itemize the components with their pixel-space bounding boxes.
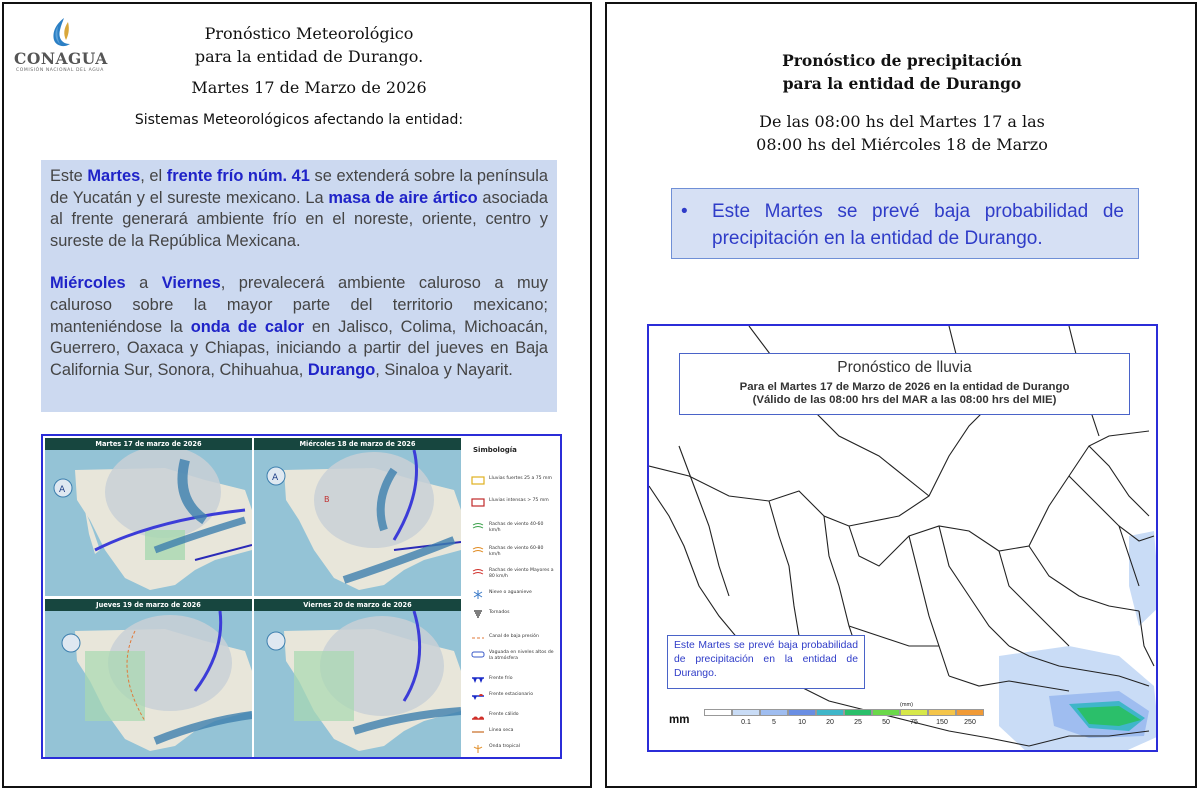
- dry-line-icon: [471, 728, 485, 737]
- scale-unit-label: mm: [669, 714, 690, 726]
- legend-label: Tornados: [489, 610, 510, 615]
- synoptic-legend: [463, 438, 558, 756]
- text-span: en Jalisco, Colima, Michoacán, Guerrero, Oaxaca y Chiapas, iniciando a partir del jueves en Baja California Sur, Sonora, Chihuahua,: [50, 317, 548, 379]
- legend-label: Onda tropical: [489, 744, 520, 749]
- synoptic-map-thursday-graphic: [45, 611, 252, 757]
- legend-label: Nieve o aguanieve: [489, 590, 532, 595]
- forecast-title: [124, 22, 494, 68]
- rain-map-title: Pronóstico de lluvia: [837, 359, 972, 376]
- rain-map-header: [679, 353, 1130, 415]
- scale-label: 0.1: [741, 719, 751, 726]
- svg-text:A: A: [272, 473, 279, 483]
- scale-swatch: [956, 709, 984, 716]
- logo-subtitle: COMISIÓN NACIONAL DEL AGUA: [16, 68, 104, 73]
- forecast-paragraph-2: [50, 273, 548, 381]
- scale-swatch: [760, 709, 788, 716]
- synoptic-map-friday-graphic: [254, 611, 461, 757]
- map-tile-title: Jueves 19 de marzo de 2026: [45, 599, 252, 611]
- validity-range: [667, 110, 1137, 156]
- systems-heading: Sistemas Meteorológicos afectando la entidad:: [134, 112, 464, 128]
- scale-swatch: [872, 709, 900, 716]
- forecast-summary-box: [41, 160, 557, 412]
- scale-swatch: [788, 709, 816, 716]
- scale-label: 5: [772, 719, 776, 726]
- heavy-rain-box-icon: [471, 476, 485, 485]
- legend-label: Lluvias intensas > 75 mm: [489, 498, 549, 503]
- svg-text:A: A: [59, 485, 66, 495]
- scale-swatch: [844, 709, 872, 716]
- precipitation-color-scale: [704, 709, 984, 716]
- wind-orange-icon: [471, 546, 485, 555]
- precipitation-scale-labels: [704, 719, 984, 729]
- legend-label: Canal de baja presión: [489, 634, 539, 639]
- upper-trough-icon: [471, 650, 485, 659]
- trough-line-icon: [471, 634, 485, 643]
- precip-title-line-1: Pronóstico de precipitación: [782, 51, 1022, 70]
- legend-label: Vaguada en niveles altos de la atmósfera: [489, 650, 554, 661]
- precipitation-title: [667, 49, 1137, 95]
- highlight-air-mass: masa de aire ártico: [328, 188, 478, 207]
- rain-forecast-map: [647, 324, 1158, 752]
- scale-swatch: [900, 709, 928, 716]
- forecast-date: Martes 17 de Marzo de 2026: [191, 78, 427, 97]
- text-span: asociada al frente generará ambiente frío en el noreste, oriente, centro y sureste de la República Mexicana.: [50, 188, 548, 250]
- highlight-day: Martes: [87, 167, 141, 185]
- scale-label: 250: [964, 719, 976, 726]
- legend-label: Rachas de viento 40-60 km/h: [489, 522, 544, 533]
- scale-label: 10: [798, 719, 806, 726]
- title-line-1: Pronóstico Meteorológico: [204, 24, 414, 43]
- synoptic-map-friday: [254, 599, 461, 757]
- synoptic-map-tuesday: [45, 438, 252, 596]
- text-span: Este: [50, 167, 88, 185]
- scale-label: 20: [826, 719, 834, 726]
- warm-front-icon: [471, 712, 485, 721]
- rain-map-subtitle: Para el Martes 17 de Marzo de 2026 en la entidad de Durango: [739, 381, 1070, 393]
- legend-label: Frente estacionario: [489, 692, 534, 697]
- svg-text:B: B: [324, 495, 330, 504]
- precipitation-summary-box: [671, 188, 1139, 259]
- highlight-heat-wave: onda de calor: [190, 317, 305, 336]
- synoptic-map-wednesday: [254, 438, 461, 596]
- intense-rain-box-icon: [471, 498, 485, 507]
- legend-label: Frente cálido: [489, 712, 519, 717]
- scale-swatch: [732, 709, 760, 716]
- highlight-day: Viernes: [161, 274, 221, 293]
- synoptic-maps: [41, 434, 562, 759]
- text-span: a: [125, 274, 162, 293]
- precipitation-summary-text: Este Martes se prevé baja probabilidad de precipitación en la entidad de Durango.: [712, 201, 1124, 249]
- legend-label: Línea seca: [489, 728, 514, 733]
- range-line-2: 08:00 hs del Miércoles 18 de Marzo: [756, 135, 1048, 154]
- precip-title-line-2: para la entidad de Durango: [782, 74, 1022, 93]
- rain-map-validity: (Válido de las 08:00 hrs del MAR a las 08:00 hrs del MIE): [752, 394, 1057, 406]
- text-span: se extenderá sobre la península de Yucatán y el sureste mexicano. La: [50, 167, 548, 207]
- scale-label: 75: [910, 719, 918, 726]
- scale-swatch: [816, 709, 844, 716]
- synoptic-map-wednesday-graphic: [254, 450, 461, 596]
- synoptic-map-tuesday-graphic: [45, 450, 252, 596]
- legend-label: Frente frío: [489, 676, 513, 681]
- scale-swatch: [704, 709, 732, 716]
- text-span: , el: [140, 167, 167, 185]
- legend-label: Rachas de viento Mayores a 80 km/h: [489, 568, 554, 579]
- stationary-front-icon: [471, 692, 485, 701]
- highlight-cold-front: frente frío núm. 41: [166, 167, 310, 185]
- left-forecast-panel: [2, 2, 592, 788]
- synoptic-map-thursday: [45, 599, 252, 757]
- highlight-day: Miércoles: [50, 274, 126, 293]
- water-drop-logo-icon: [44, 16, 78, 50]
- scale-swatch: [928, 709, 956, 716]
- scale-label: 25: [854, 719, 862, 726]
- text-span: , prevalecerá ambiente caluroso a muy caluroso sobre la mayor parte del territorio mexicano; manteniéndose la: [50, 274, 548, 336]
- right-precipitation-panel: [605, 2, 1197, 788]
- legend-title: Simbología: [473, 446, 517, 454]
- legend-label: Lluvias fuertes 25 a 75 mm: [489, 476, 552, 481]
- text-span: , Sinaloa y Nayarit.: [375, 360, 513, 379]
- conagua-logo: [12, 16, 112, 76]
- map-tile-title: Martes 17 de marzo de 2026: [45, 438, 252, 450]
- range-line-1: De las 08:00 hs del Martes 17 a las: [759, 112, 1045, 131]
- bullet-marker: •: [681, 201, 688, 222]
- snowflake-icon: [471, 590, 485, 599]
- rain-map-note: Este Martes se prevé baja probabilidad de precipitación en la entidad de Durango.: [667, 635, 865, 689]
- title-line-2: para la entidad de Durango.: [194, 47, 424, 66]
- map-tile-title: Miércoles 18 de marzo de 2026: [254, 438, 461, 450]
- cold-front-icon: [471, 676, 485, 685]
- scale-unit-small: (mm): [900, 702, 914, 708]
- tropical-wave-icon: [471, 744, 485, 753]
- logo-wordmark: CONAGUA: [14, 49, 108, 68]
- map-tile-title: Viernes 20 de marzo de 2026: [254, 599, 461, 611]
- scale-label: 150: [936, 719, 948, 726]
- forecast-paragraph-1: [50, 166, 548, 252]
- wind-green-icon: [471, 522, 485, 531]
- wind-red-icon: [471, 568, 485, 577]
- highlight-durango: Durango: [307, 360, 376, 379]
- scale-label: 50: [882, 719, 890, 726]
- tornado-icon: [471, 610, 485, 619]
- legend-label: Rachas de viento 60-80 km/h: [489, 546, 544, 557]
